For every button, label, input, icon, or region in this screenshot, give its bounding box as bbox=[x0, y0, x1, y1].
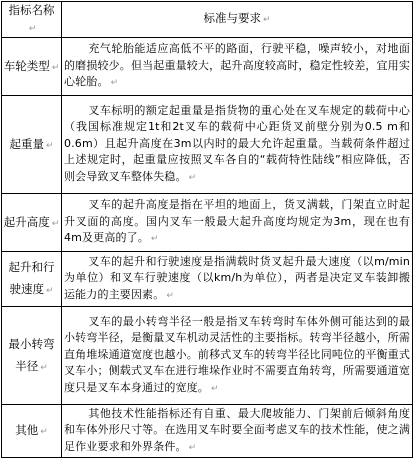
table-header-row bbox=[2, 2, 413, 38]
row-desc-cell bbox=[62, 252, 413, 307]
paragraph-mark-icon: ↵ bbox=[262, 15, 271, 26]
header-name-label: 指标名称 bbox=[8, 3, 55, 17]
row-name: 起重量 bbox=[9, 136, 44, 151]
paragraph-mark-icon: ↵ bbox=[51, 218, 60, 229]
paragraph-mark-icon: ↵ bbox=[45, 286, 54, 296]
table-row bbox=[2, 38, 413, 96]
paragraph-mark-icon: ↵ bbox=[110, 78, 119, 89]
header-desc-label: 标准与要求 bbox=[203, 11, 261, 26]
paragraph-mark-icon: ↵ bbox=[210, 383, 219, 394]
paragraph-mark-icon: ↵ bbox=[51, 62, 60, 73]
row-name-cell bbox=[2, 38, 62, 96]
row-name: 最小转弯半径 bbox=[8, 336, 55, 373]
paragraph-mark-icon: ↵ bbox=[45, 140, 54, 151]
row-desc-cell bbox=[62, 194, 413, 252]
row-name: 起升高度 bbox=[3, 214, 50, 229]
paragraph-mark-icon: ↵ bbox=[150, 234, 159, 245]
row-name-cell bbox=[2, 96, 62, 194]
row-name: 其他 bbox=[15, 423, 39, 437]
row-name-cell bbox=[2, 194, 62, 252]
row-text: 叉车标明的额定起重量是指货物的重心处在叉车规定的载荷中心（我国标准规定1t和2t叉车的载荷中心距货叉前壁分别为0.5 m和0.6m）且起升高度在3m以内时的最大允许起重量。当载荷条件超过上述规定时，起重量应按照叉车各自的“载荷特性陆线”相应降低，否则会导致叉车整体失稳。 bbox=[64, 103, 410, 183]
table-row bbox=[2, 307, 413, 405]
header-cell-name bbox=[2, 2, 62, 38]
row-name-cell bbox=[2, 252, 62, 307]
spec-table-container bbox=[1, 1, 412, 453]
paragraph-mark-icon: ↵ bbox=[40, 427, 48, 437]
paragraph-mark-icon: ↵ bbox=[188, 442, 197, 453]
row-text: 其他技术性能指标还有自重、最大爬坡能力、门架前后倾斜角度和车体外形尺寸等。在选用叉车时要全面考虑叉车的技术性能，使之满足作业要求和外界条件。 bbox=[64, 406, 410, 453]
row-text: 叉车的起升和行驶速度是指满载时货叉起升最大速度（以m/min为单位）和叉车行驶速度（以km/h为单位），两者是决定叉车装卸搬运能力的主要因素。 bbox=[64, 254, 410, 301]
row-text: 充气轮胎能适应高低不平的路面，行驶平稳，噪声较小，对地面的磨损较少。但当起重量较大，起升高度较高时，稳定性较差，宜用实心轮胎。 bbox=[64, 42, 410, 89]
row-name-cell bbox=[2, 307, 62, 405]
paragraph-mark-icon: ↵ bbox=[166, 290, 175, 301]
row-name: 起升和行驶速度 bbox=[8, 260, 55, 296]
row-name: 车轮类型 bbox=[3, 58, 50, 73]
row-desc-cell bbox=[62, 38, 413, 96]
table-row bbox=[2, 405, 413, 458]
row-desc-cell bbox=[62, 96, 413, 194]
table-row bbox=[2, 252, 413, 307]
row-desc-cell bbox=[62, 307, 413, 405]
table-row bbox=[2, 194, 413, 252]
row-desc-cell bbox=[62, 405, 413, 458]
forklift-spec-table bbox=[1, 1, 413, 458]
row-name-cell bbox=[2, 405, 62, 458]
row-text: 叉车的起升高度是指在平坦的地面上，货叉满载，门架直立时起升叉面的高度。国内叉车一般最大起升高度均规定为3m，现在也有4m及更高的了。 bbox=[64, 198, 410, 245]
paragraph-mark-icon: ↵ bbox=[40, 362, 48, 373]
paragraph-mark-icon: ↵ bbox=[28, 23, 37, 34]
paragraph-mark-icon: ↵ bbox=[188, 172, 197, 183]
table-row bbox=[2, 96, 413, 194]
header-cell-desc bbox=[62, 2, 413, 38]
row-text: 叉车的最小转弯半径一般是指叉车转弯时车体外侧可能达到的最小转弯半径，是衡量叉车机动灵活性的主要指标。转弯半径越小，所需直角堆垛通道宽度也越小。前移式叉车的转弯半径比同吨位的平衡重式叉车小；侧载式叉车在进行堆垛作业时不需要直角转弯，所需要通道宽度只是叉车本身通过的宽度。 bbox=[64, 314, 410, 394]
